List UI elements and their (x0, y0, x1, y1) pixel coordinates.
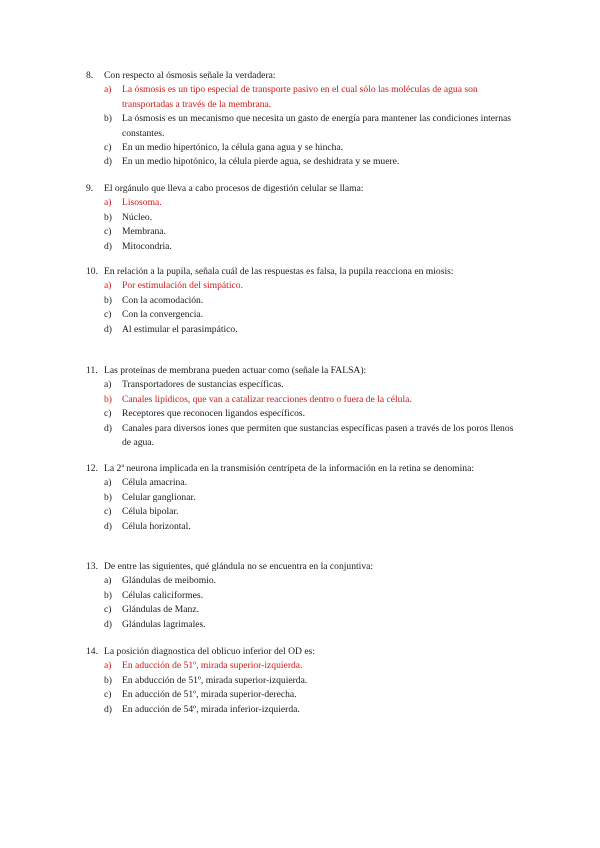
option-letter: a) (104, 379, 112, 391)
question-stem (86, 462, 516, 476)
question-8 (86, 69, 516, 170)
option-letter: b) (104, 589, 112, 601)
option-letter: a) (104, 280, 112, 292)
option-c (86, 603, 516, 617)
option-letter: d) (104, 240, 112, 252)
question-stem (86, 364, 516, 378)
question-text: La posición diagnostica del oblicuo inferior del OD es: (104, 646, 316, 657)
option-text: La ósmosis es un tipo especial de transporte pasivo en el cual sólo las moléculas de agua son transportadas a través de la membrana. (122, 84, 478, 110)
option-d (86, 520, 516, 534)
question-10 (86, 265, 516, 337)
option-letter: b) (104, 393, 112, 405)
option-text: Celular ganglionar. (122, 491, 196, 503)
option-text: Célula horizontal. (122, 520, 191, 532)
option-letter: a) (104, 84, 112, 96)
option-letter: b) (104, 211, 112, 223)
option-text: Mitocondria. (122, 240, 172, 252)
option-letter: b) (104, 491, 112, 503)
option-a (86, 196, 516, 210)
option-letter: c) (104, 506, 112, 518)
question-9 (86, 182, 516, 254)
option-d (86, 422, 516, 451)
option-letter: d) (104, 156, 112, 168)
question-stem (86, 560, 516, 574)
option-letter: a) (104, 197, 112, 209)
option-letter: c) (104, 408, 112, 420)
question-text: El orgánulo que lleva a cabo procesos de digestión celular se llama: (104, 183, 364, 194)
question-number: 14. (86, 646, 98, 657)
option-d (86, 323, 516, 337)
option-a (86, 378, 516, 392)
option-a (86, 83, 516, 112)
option-letter: c) (104, 604, 112, 616)
option-d (86, 155, 516, 169)
question-12 (86, 462, 516, 534)
option-text: Canales para diversos iones que permiten que sustancias específicas pasen a través de los poros llenos de agua. (122, 422, 514, 449)
option-letter: a) (104, 575, 112, 587)
option-letter: c) (104, 309, 112, 321)
question-text: Las proteínas de membrana pueden actuar como (señale la FALSA): (104, 365, 367, 376)
option-letter: a) (104, 477, 112, 489)
option-text: Glándulas de meibomio. (122, 575, 217, 587)
option-c (86, 308, 516, 322)
option-letter: d) (104, 520, 112, 532)
option-text: Célula bipolar. (122, 506, 179, 518)
option-letter: d) (104, 422, 112, 434)
question-number: 12. (86, 463, 98, 474)
option-b (86, 211, 516, 225)
question-stem (86, 69, 516, 83)
option-text: Canales lipídicos, que van a catalizar reacciones dentro o fuera de la célula. (122, 393, 412, 405)
option-letter: c) (104, 142, 112, 154)
question-text: La 2ª neurona implicada en la transmisión centrípeta de la información en la retina se denomina: (104, 463, 475, 474)
option-c (86, 225, 516, 239)
question-number: 11. (86, 365, 98, 376)
option-d (86, 240, 516, 254)
question-number: 9. (86, 183, 94, 194)
option-text: Célula amacrina. (122, 477, 187, 489)
option-b (86, 491, 516, 505)
question-text: Con respecto al ósmosis señale la verdadera: (104, 70, 276, 81)
option-a (86, 659, 516, 673)
option-letter: b) (104, 113, 112, 125)
option-c (86, 688, 516, 702)
option-text: Al estimular el parasimpático. (122, 323, 238, 335)
option-b (86, 294, 516, 308)
option-a (86, 476, 516, 490)
option-c (86, 505, 516, 519)
question-stem (86, 645, 516, 659)
option-text: Con la acomodación. (122, 294, 204, 306)
question-text: De entre las siguientes, qué glándula no se encuentra en la conjuntiva: (104, 561, 374, 572)
option-text: En un medio hipertónico, la célula gana agua y se hincha. (122, 142, 344, 154)
option-text: Lisosoma. (122, 197, 162, 209)
option-b (86, 393, 516, 407)
option-letter: b) (104, 674, 112, 686)
option-d (86, 618, 516, 632)
question-11 (86, 364, 516, 450)
question-13 (86, 560, 516, 632)
option-text: En un medio hipotónico, la célula pierde agua, se deshidrata y se muere. (122, 156, 400, 168)
option-c (86, 141, 516, 155)
option-letter: d) (104, 703, 112, 715)
option-c (86, 407, 516, 421)
option-text: Membrana. (122, 226, 166, 238)
option-text: En aducción de 54º, mirada inferior-izquierda. (122, 703, 300, 715)
question-number: 10. (86, 266, 98, 277)
option-letter: c) (104, 689, 112, 701)
option-a (86, 574, 516, 588)
option-text: Glándulas lagrimales. (122, 618, 206, 630)
option-text: Células caliciformes. (122, 589, 203, 601)
option-text: Glándulas de Manz. (122, 604, 199, 616)
option-text: En aducción de 51º, mirada superior-izquierda. (122, 660, 303, 672)
option-text: Núcleo. (122, 211, 153, 223)
option-b (86, 589, 516, 603)
option-letter: a) (104, 660, 112, 672)
option-text: La ósmosis es un mecanismo que necesita un gasto de energía para mantener las condiciones internas constantes. (122, 113, 512, 139)
question-stem (86, 265, 516, 279)
question-number: 13. (86, 561, 98, 572)
question-text: En relación a la pupila, señala cuál de las respuestas es falsa, la pupila reacciona en miosis: (104, 266, 454, 277)
option-letter: c) (104, 226, 112, 238)
option-letter: b) (104, 294, 112, 306)
question-stem (86, 182, 516, 196)
question-number: 8. (86, 70, 94, 81)
option-b (86, 674, 516, 688)
option-b (86, 112, 516, 141)
option-text: Por estimulación del simpático. (122, 280, 243, 292)
option-letter: d) (104, 618, 112, 630)
option-d (86, 703, 516, 717)
question-14 (86, 645, 516, 717)
option-text: Transportadores de sustancias específicas. (122, 379, 284, 391)
option-text: En aducción de 51º, mirada superior-derecha. (122, 689, 297, 701)
option-text: Con la convergencia. (122, 309, 204, 321)
option-a (86, 279, 516, 293)
option-text: En abducción de 51º, mirada superior-izquierda. (122, 674, 308, 686)
option-letter: d) (104, 323, 112, 335)
option-text: Receptores que reconocen ligandos específicos. (122, 408, 306, 420)
